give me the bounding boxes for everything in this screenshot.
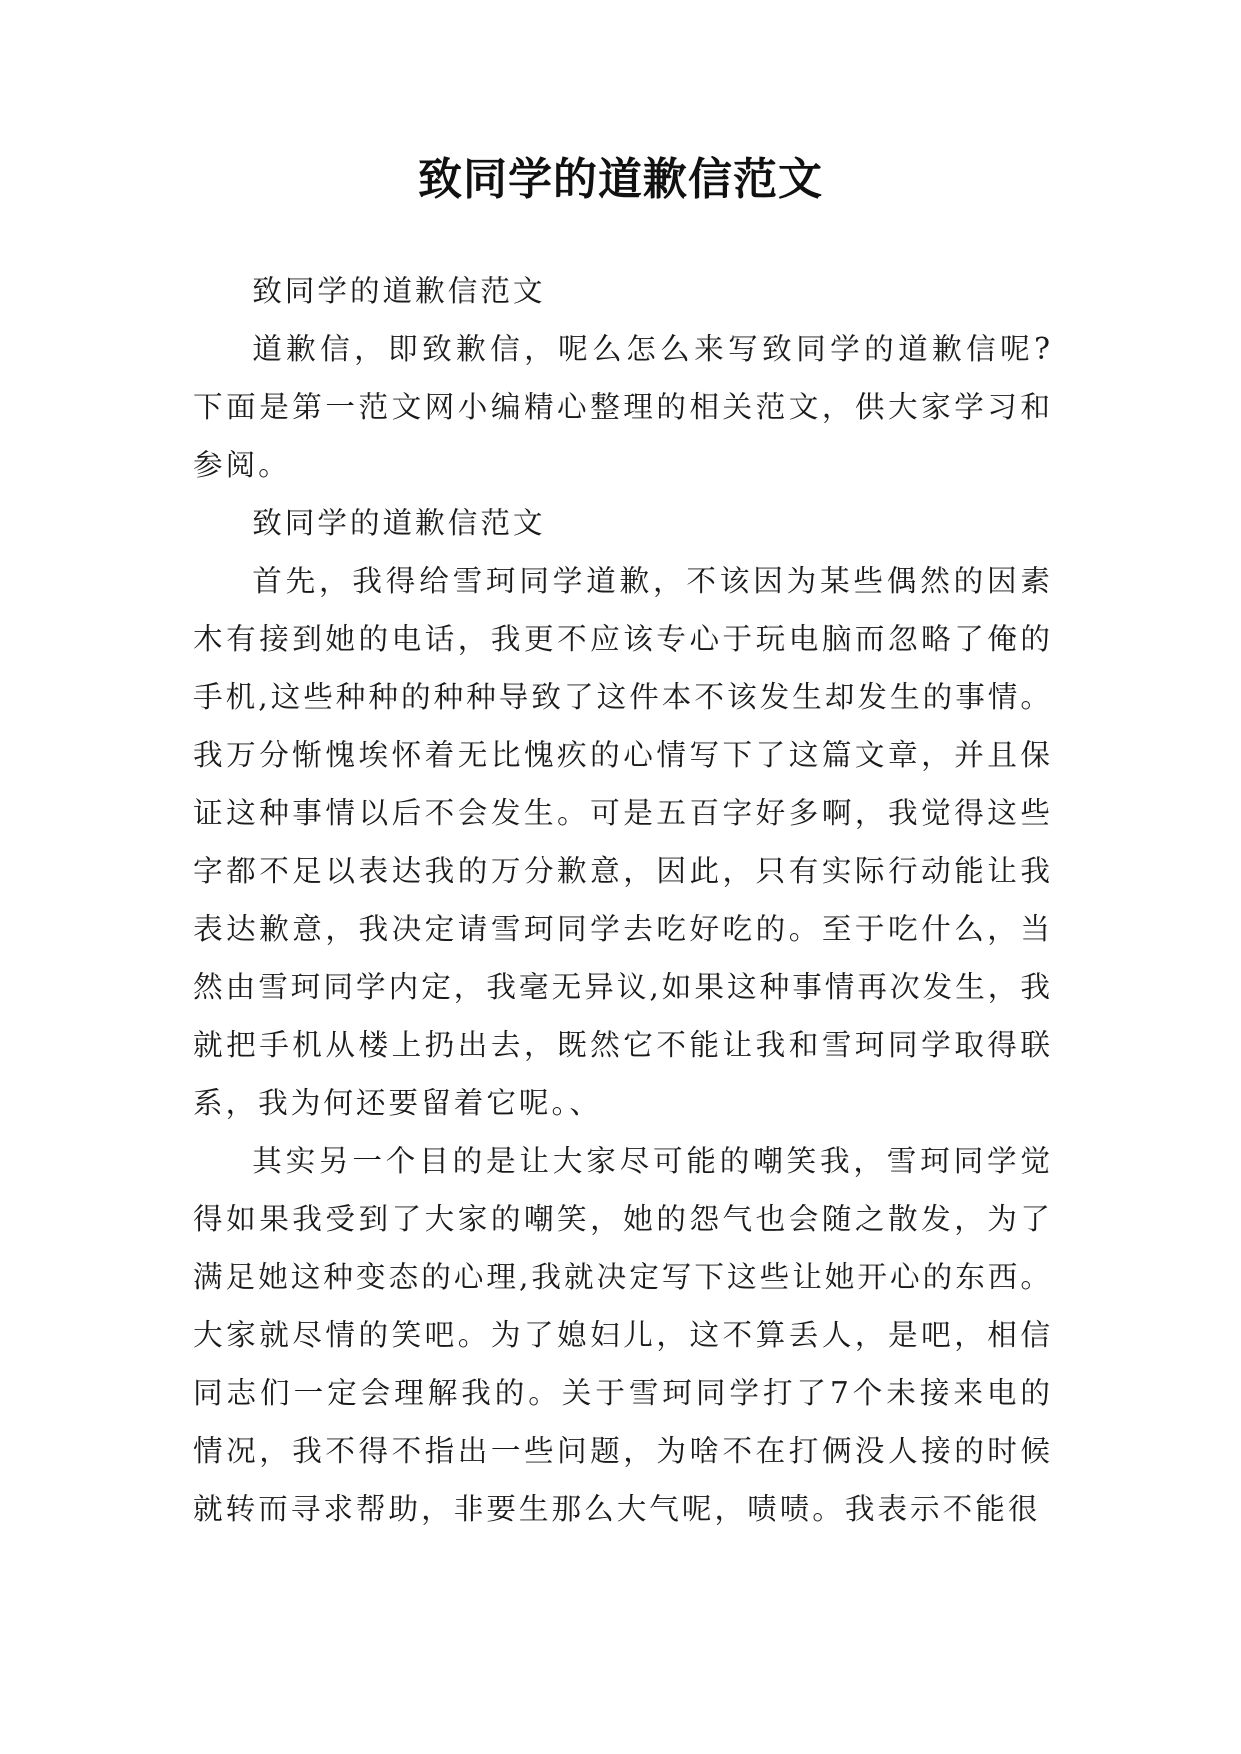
paragraph-heading: 致同学的道歉信范文 [252, 506, 546, 540]
document-body [193, 262, 1053, 1538]
paragraph-explanation: 其实另一个目的是让大家尽可能的嘲笑我，雪珂同学觉得如果我受到了大家的嘲笑，她的怨气也会随之散发，为了满足她这种变态的心理,我就决定写下这些让她开心的东西。大家就尽情的笑吧。为了媳妇儿，这不算丢人，是吧，相信同志们一定会理解我的。关于雪珂同学打了7个未接来电的情况，我不得不指出一些问题，为啥不在打俩没人接的时候就转而寻求帮助，非要生那么大气呢，啧啧。我表示不能很 [193, 1144, 1053, 1526]
document-title: 致同学的道歉信范文 [418, 154, 823, 205]
paragraph-apology: 首先，我得给雪珂同学道歉，不该因为某些偶然的因素木有接到她的电话，我更不应该专心于玩电脑而忽略了俺的手机,这些种种的种种导致了这件本不该发生却发生的事情。我万分惭愧埃怀着无比愧疚的心情写下了这篇文章，并且保证这种事情以后不会发生。可是五百字好多啊，我觉得这些字都不足以表达我的万分歉意，因此，只有实际行动能让我表达歉意，我决定请雪珂同学去吃好吃的。至于吃什么，当然由雪珂同学内定，我毫无异议,如果这种事情再次发生，我就把手机从楼上扔出去，既然它不能让我和雪珂同学取得联系，我为何还要留着它呢。、 [193, 564, 1053, 1120]
paragraph-subtitle: 致同学的道歉信范文 [252, 274, 546, 308]
paragraph-intro: 道歉信，即致歉信，呢么怎么来写致同学的道歉信呢?下面是第一范文网小编精心整理的相关范文，供大家学习和参阅。 [193, 332, 1053, 482]
